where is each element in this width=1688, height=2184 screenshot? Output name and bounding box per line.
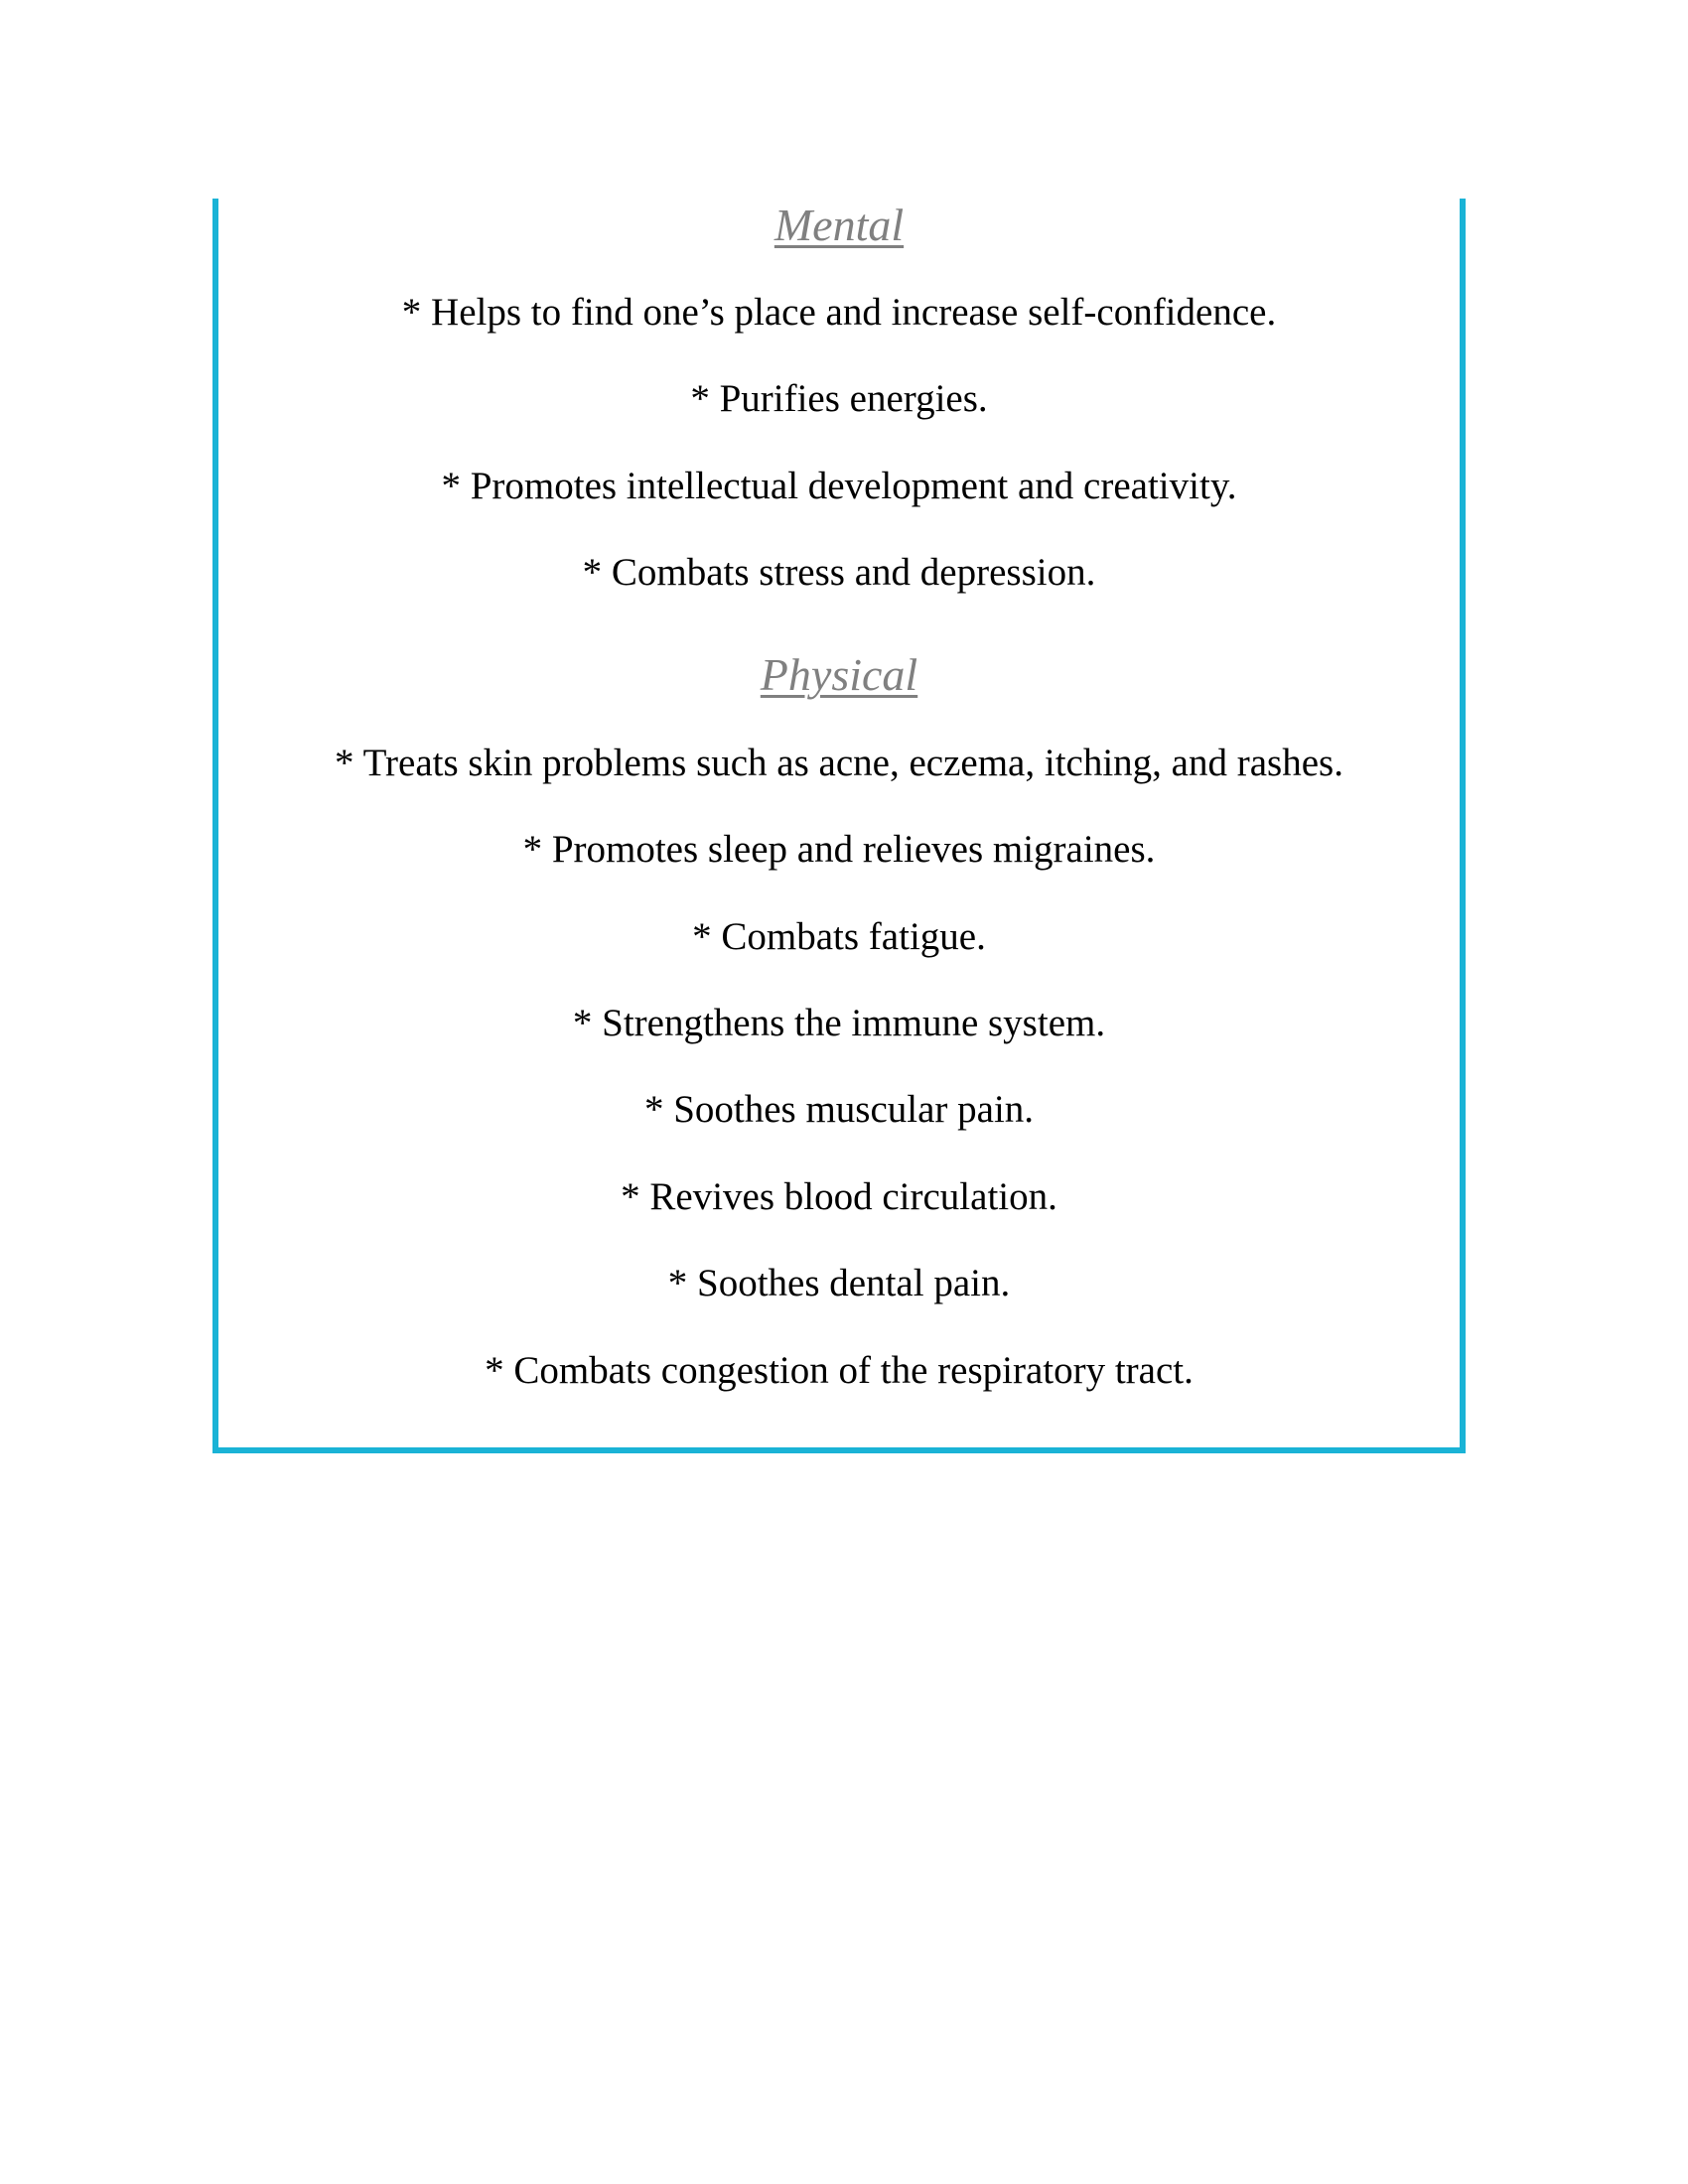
- list-item-physical-1: * Treats skin problems such as acne, eczema, itching, and rashes.: [335, 742, 1343, 784]
- list-item-mental-3: * Promotes intellectual development and creativity.: [441, 465, 1237, 507]
- list-item-physical-7: * Soothes dental pain.: [667, 1262, 1011, 1304]
- list-item-physical-6: * Revives blood circulation.: [621, 1175, 1057, 1218]
- list-item-physical-8: * Combats congestion of the respiratory tract.: [485, 1349, 1194, 1392]
- list-item-physical-5: * Soothes muscular pain.: [643, 1088, 1035, 1131]
- list-item-physical-2: * Promotes sleep and relieves migraines.: [522, 828, 1156, 871]
- list-item-physical-3: * Combats fatigue.: [692, 915, 986, 958]
- list-item-mental-1: * Helps to find one’s place and increase self-confidence.: [401, 291, 1277, 334]
- list-item-mental-2: * Purifies energies.: [690, 377, 988, 420]
- section-heading-physical: Physical: [760, 649, 918, 700]
- content-frame: [212, 199, 1466, 1453]
- list-item-physical-4: * Strengthens the immune system.: [572, 1002, 1106, 1044]
- section-heading-mental: Mental: [774, 200, 905, 250]
- list-item-mental-4: * Combats stress and depression.: [582, 551, 1096, 594]
